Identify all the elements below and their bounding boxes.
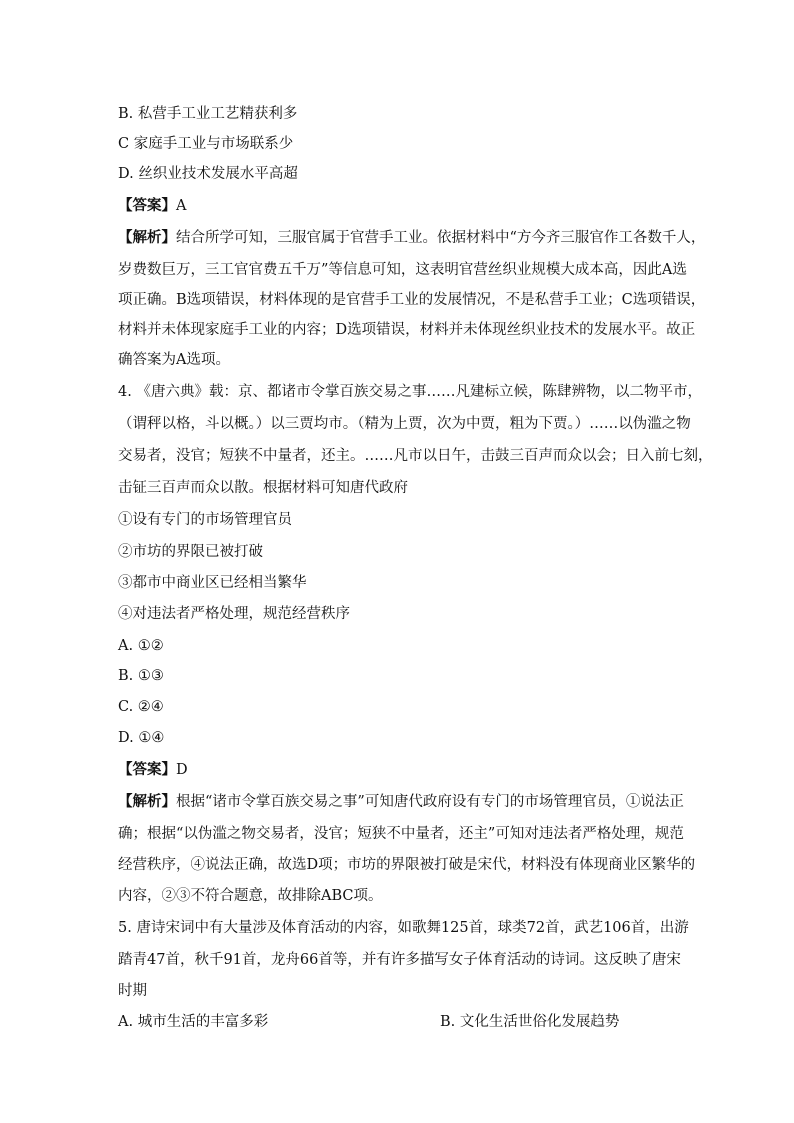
q5-stem-line: 5. 唐诗宋词中有大量涉及体育活动的内容，如歌舞125首，球类72首，武艺106首，出游 (118, 920, 689, 936)
q3-analysis-line: 岁费数巨万，三工官官费五千万”等信息可知，这表明官营丝织业规模大成本高，因此A选 (118, 262, 687, 278)
q4-analysis-line: 内容，②③不符合题意，故排除ABC项。 (118, 888, 383, 904)
q5-stem-line: 踏青47首，秋千91首，龙舟66首等，并有许多描写女子体育活动的诗词。这反映了唐宋 (118, 952, 681, 968)
q3-option-d: D. 丝织业技术发展水平高超 (118, 166, 298, 182)
q4-stem-line: 4. 《唐六典》载：京、都诸市令掌百族交易之事……凡建标立候，陈肆辨物，以二物平市， (118, 384, 702, 400)
analysis-label: 【解析】 (118, 793, 176, 810)
analysis-text: 根据“诸市令掌百族交易之事”可知唐代政府设有专门的市场管理官员，①说法正 (176, 794, 684, 810)
q4-option-a: A. ①② (118, 638, 164, 654)
q4-analysis-line: 经营秩序，④说法正确，故选D项；市坊的界限被打破是宋代，材料没有体现商业区繁华的 (118, 857, 696, 873)
answer-label: 【答案】 (118, 761, 176, 778)
q4-statement: ②市坊的界限已被打破 (118, 544, 263, 560)
q4-statement: ①设有专门的市场管理官员 (118, 512, 292, 528)
q4-analysis-line (118, 792, 684, 812)
analysis-text: 结合所学可知，三服官属于官营手工业。依据材料中“方今齐三服官作工各数千人， (176, 230, 706, 246)
q4-statement: ④对违法者严格处理，规范经营秩序 (118, 606, 350, 622)
answer-value: D (176, 762, 188, 778)
q4-statement: ③都市中商业区已经相当繁华 (118, 575, 307, 591)
q3-analysis-line: 确答案为A选项。 (118, 352, 230, 368)
q4-analysis-line: 确；根据“以伪滥之物交易者，没官；短狭不中量者，还主”可知对违法者严格处理，规范 (118, 826, 684, 842)
q5-stem-line: 时期 (118, 983, 147, 999)
q4-option-c: C. ②④ (118, 699, 164, 715)
q4-stem-line: （谓秤以格，斗以概。）以三贾均市。（精为上贾，次为中贾，粗为下贾。）……以伪滥之物 (118, 416, 691, 432)
q4-answer (118, 760, 678, 780)
q3-answer (118, 196, 678, 216)
q3-analysis-line: 项正确。B选项错误，材料体现的是官营手工业的发展情况，不是私营手工业；C选项错误， (118, 292, 706, 308)
answer-label: 【答案】 (118, 197, 176, 214)
q3-option-b: B. 私营手工业工艺精获利多 (118, 106, 298, 122)
q5-option-b: B. 文化生活世俗化发展趋势 (440, 1014, 620, 1030)
q3-analysis-line: 材料并未体现家庭手工业的内容；D选项错误，材料并未体现丝织业技术的发展水平。故正 (118, 322, 696, 338)
q4-stem-line: 击钲三百声而众以散。根据材料可知唐代政府 (118, 480, 408, 496)
q4-option-d: D. ①④ (118, 730, 165, 746)
answer-value: A (176, 198, 187, 214)
q5-options-row (118, 1012, 678, 1032)
q3-analysis-line (118, 228, 706, 248)
analysis-label: 【解析】 (118, 229, 176, 246)
q4-option-b: B. ①③ (118, 668, 164, 684)
q4-stem-line: 交易者，没官；短狭不中量者，还主。……凡市以日午，击鼓三百声而众以会；日入前七刻， (118, 448, 713, 464)
q5-option-a: A. 城市生活的丰富多彩 (118, 1014, 269, 1030)
q3-option-c: C 家庭手工业与市场联系少 (118, 136, 294, 152)
